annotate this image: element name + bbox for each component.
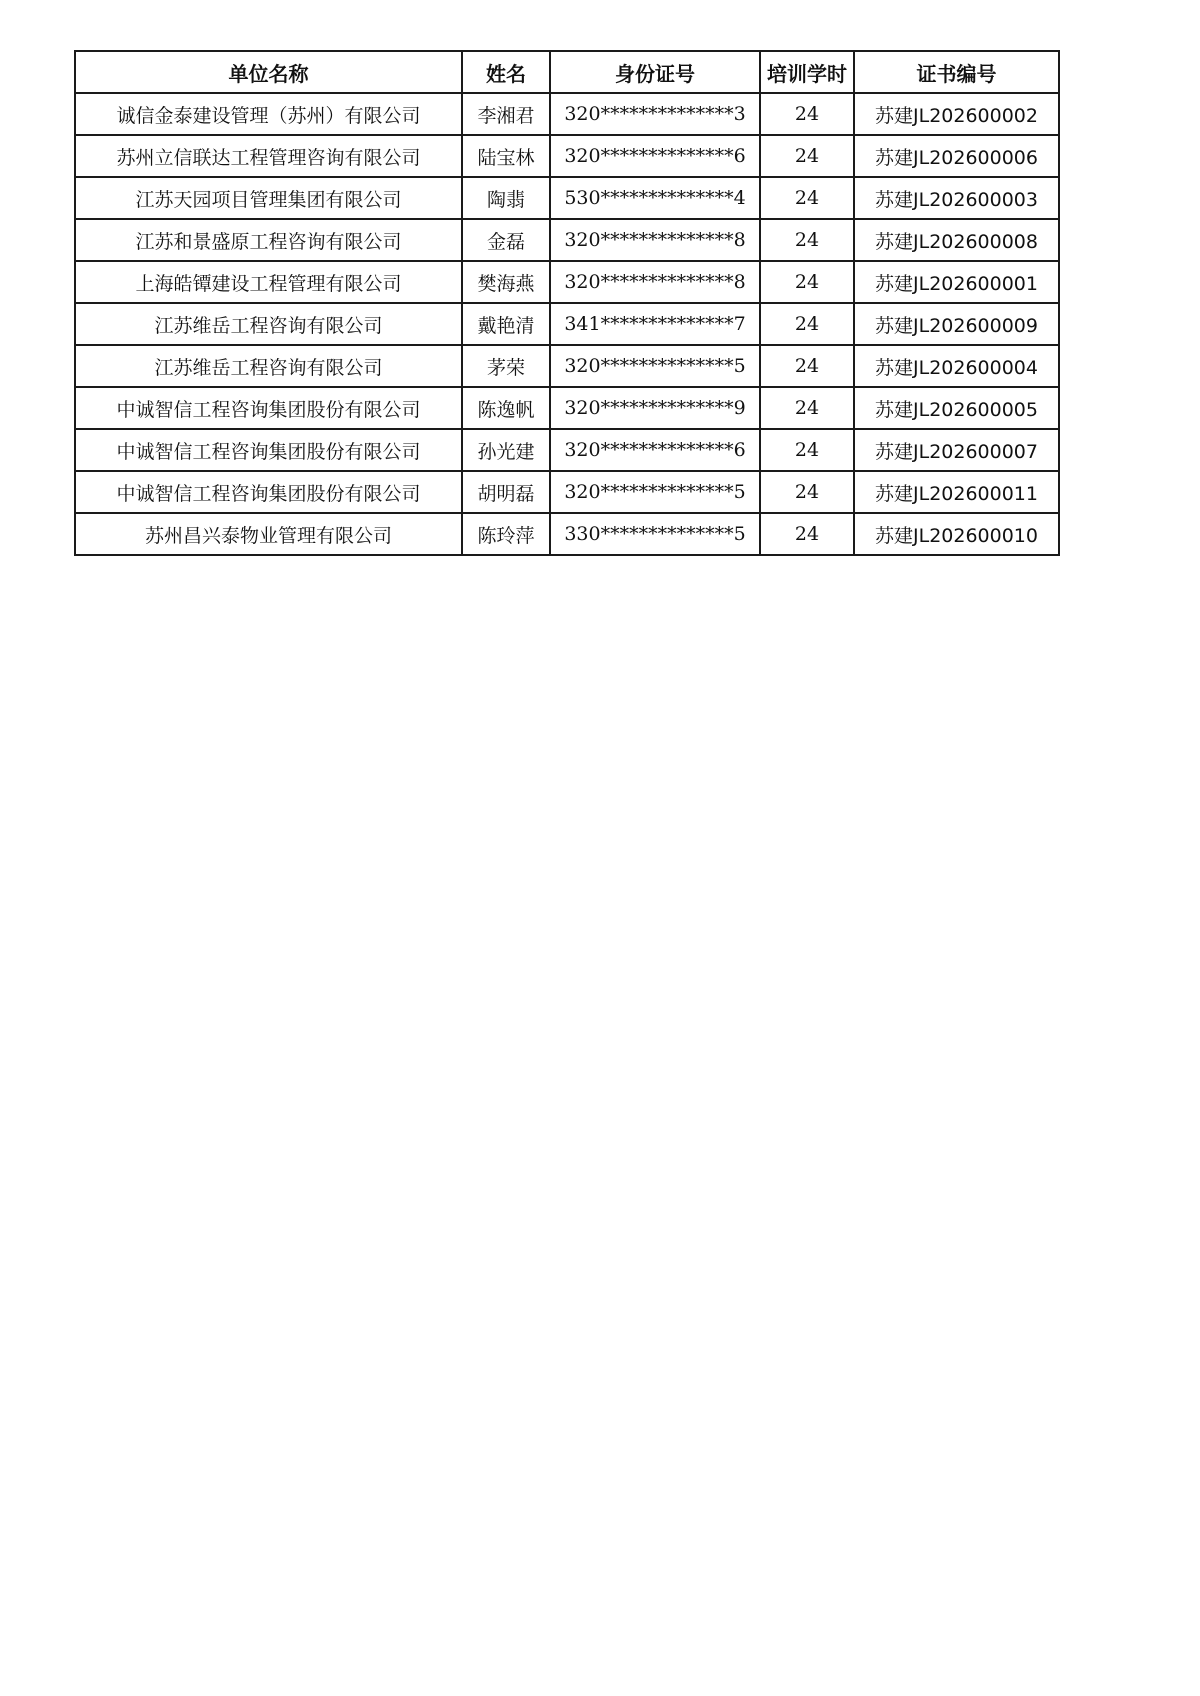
table-row <box>75 303 1059 345</box>
cell-certificate-number: 苏建JL202600008 <box>854 219 1059 261</box>
table-row <box>75 177 1059 219</box>
cell-id-number: 320**************9 <box>550 387 760 429</box>
cell-id-number: 320**************5 <box>550 471 760 513</box>
cell-id-number: 320**************6 <box>550 135 760 177</box>
cell-unit-name: 江苏天园项目管理集团有限公司 <box>75 177 462 219</box>
cell-id-number: 320**************8 <box>550 219 760 261</box>
cell-person-name: 樊海燕 <box>462 261 550 303</box>
document-page <box>74 50 1060 556</box>
table-row <box>75 345 1059 387</box>
cell-id-number: 530**************4 <box>550 177 760 219</box>
cell-person-name: 李湘君 <box>462 93 550 135</box>
header-certificate-number: 证书编号 <box>854 51 1059 93</box>
cell-unit-name: 江苏和景盛原工程咨询有限公司 <box>75 219 462 261</box>
cell-unit-name: 江苏维岳工程咨询有限公司 <box>75 303 462 345</box>
cell-unit-name: 中诚智信工程咨询集团股份有限公司 <box>75 387 462 429</box>
cell-certificate-number: 苏建JL202600005 <box>854 387 1059 429</box>
cell-id-number: 320**************5 <box>550 345 760 387</box>
cell-id-number: 320**************6 <box>550 429 760 471</box>
cell-person-name: 陆宝林 <box>462 135 550 177</box>
cell-training-hours: 24 <box>760 345 854 387</box>
cell-training-hours: 24 <box>760 387 854 429</box>
table-header-row <box>75 51 1059 93</box>
header-person-name: 姓名 <box>462 51 550 93</box>
cell-certificate-number: 苏建JL202600002 <box>854 93 1059 135</box>
cell-unit-name: 中诚智信工程咨询集团股份有限公司 <box>75 471 462 513</box>
cell-certificate-number: 苏建JL202600001 <box>854 261 1059 303</box>
cell-id-number: 320**************8 <box>550 261 760 303</box>
cell-unit-name: 苏州立信联达工程管理咨询有限公司 <box>75 135 462 177</box>
cell-id-number: 330**************5 <box>550 513 760 555</box>
table-row <box>75 471 1059 513</box>
cell-person-name: 茅荣 <box>462 345 550 387</box>
cell-unit-name: 江苏维岳工程咨询有限公司 <box>75 345 462 387</box>
table-row <box>75 387 1059 429</box>
table-row <box>75 93 1059 135</box>
cell-id-number: 320**************3 <box>550 93 760 135</box>
cell-certificate-number: 苏建JL202600003 <box>854 177 1059 219</box>
table-row <box>75 513 1059 555</box>
cell-person-name: 戴艳清 <box>462 303 550 345</box>
header-id-number: 身份证号 <box>550 51 760 93</box>
cell-person-name: 陈玲萍 <box>462 513 550 555</box>
table-row <box>75 261 1059 303</box>
cell-certificate-number: 苏建JL202600006 <box>854 135 1059 177</box>
cell-unit-name: 上海皓镡建设工程管理有限公司 <box>75 261 462 303</box>
cell-training-hours: 24 <box>760 219 854 261</box>
table-row <box>75 219 1059 261</box>
cell-training-hours: 24 <box>760 135 854 177</box>
cell-training-hours: 24 <box>760 261 854 303</box>
cell-unit-name: 诚信金泰建设管理（苏州）有限公司 <box>75 93 462 135</box>
cell-person-name: 陈逸帆 <box>462 387 550 429</box>
cell-unit-name: 苏州昌兴泰物业管理有限公司 <box>75 513 462 555</box>
table-row <box>75 429 1059 471</box>
cell-training-hours: 24 <box>760 429 854 471</box>
table-body <box>75 93 1059 555</box>
cell-certificate-number: 苏建JL202600004 <box>854 345 1059 387</box>
cell-training-hours: 24 <box>760 513 854 555</box>
cell-certificate-number: 苏建JL202600009 <box>854 303 1059 345</box>
cell-id-number: 341**************7 <box>550 303 760 345</box>
cell-unit-name: 中诚智信工程咨询集团股份有限公司 <box>75 429 462 471</box>
cell-certificate-number: 苏建JL202600011 <box>854 471 1059 513</box>
cell-person-name: 孙光建 <box>462 429 550 471</box>
cell-training-hours: 24 <box>760 471 854 513</box>
header-training-hours: 培训学时 <box>760 51 854 93</box>
cell-person-name: 陶翡 <box>462 177 550 219</box>
cell-training-hours: 24 <box>760 303 854 345</box>
training-roster-table <box>74 50 1060 556</box>
cell-training-hours: 24 <box>760 177 854 219</box>
table-row <box>75 135 1059 177</box>
header-unit-name: 单位名称 <box>75 51 462 93</box>
cell-training-hours: 24 <box>760 93 854 135</box>
cell-person-name: 金磊 <box>462 219 550 261</box>
cell-certificate-number: 苏建JL202600007 <box>854 429 1059 471</box>
cell-certificate-number: 苏建JL202600010 <box>854 513 1059 555</box>
cell-person-name: 胡明磊 <box>462 471 550 513</box>
